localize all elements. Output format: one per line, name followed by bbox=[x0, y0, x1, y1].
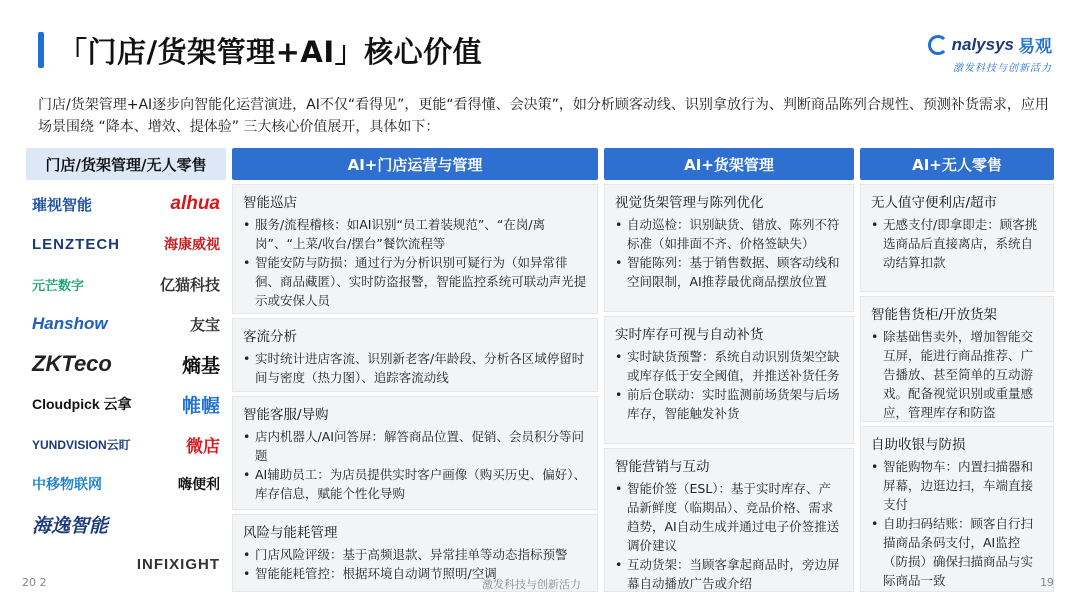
card-title: 客流分析 bbox=[243, 329, 297, 345]
card-bullet: • 智能能耗管控：根据环境自动调节照明/空调 bbox=[243, 564, 587, 583]
logo-ubox: 友宝 bbox=[189, 316, 220, 334]
logo-row bbox=[26, 304, 226, 344]
shelf-card-visual bbox=[604, 184, 854, 312]
card-bullet: • 前后仓联动：实时监测前场货架与后场库存，智能触发补货 bbox=[615, 385, 843, 423]
card-title: 无人值守便利店/超市 bbox=[871, 195, 998, 211]
logo-yuanmang: 元芒数字 bbox=[32, 277, 85, 293]
logo-weiwo: 帷幄 bbox=[181, 395, 220, 417]
card-title: 智能巡店 bbox=[243, 195, 297, 211]
card-title: 实时库存可视与自动补货 bbox=[615, 327, 764, 343]
card-bullet: • 实时统计进店客流、识别新老客/年龄段、分析各区域停留时间与密度（热力图）、追踪客流动线 bbox=[243, 349, 587, 387]
analysys-logo-icon bbox=[928, 35, 948, 55]
footer-date: 20 2 bbox=[22, 576, 47, 589]
shelf-card-marketing bbox=[604, 448, 854, 592]
brand-logo bbox=[928, 32, 1052, 74]
card-bullet: • 自助扫码结账：顾客自行扫描商品条码支付，AI监控（防损）确保扫描商品与实际商品一致 bbox=[871, 514, 1043, 590]
logo-iimoo: 亿猫科技 bbox=[159, 276, 220, 294]
logo-row bbox=[26, 264, 226, 304]
logo-row bbox=[26, 184, 226, 224]
brand-slogan: 激发科技与创新活力 bbox=[953, 63, 1052, 74]
page-title: 「门店/货架管理+AI」核心价值 bbox=[58, 35, 483, 69]
card-bullet: • 服务/流程稽核：如AI识别“员工着装规范”、“在岗/离岗”、“上菜/收台/摆台”餐饮流程等 bbox=[243, 215, 587, 253]
card-bullet: • 智能价签（ESL）：基于实时库存、产品新鲜度（临期品）、竞品价格、需求趋势，AI自动生成并通过电子价签推送调价建议 bbox=[615, 479, 843, 555]
column-header-unmanned: AI+无人零售 bbox=[860, 148, 1054, 180]
card-bullet: • 除基础售卖外，增加智能交互屏，能进行商品推荐、广告播放、甚至简单的互动游戏。配备视觉识别或重量感应，管理库存和防盗 bbox=[871, 327, 1043, 422]
card-bullet: • 互动货架：当顾客拿起商品时，旁边屏幕自动播放广告或介绍 bbox=[615, 555, 843, 592]
unmanned-card-checkout bbox=[860, 426, 1054, 592]
logo-haibianli: 嗨便利 bbox=[178, 476, 220, 492]
brand-name: nalysys bbox=[951, 34, 1014, 54]
page-number: 19 bbox=[1040, 576, 1054, 589]
store-card-smart-patrol bbox=[232, 184, 598, 314]
unmanned-card-store bbox=[860, 184, 1054, 292]
logo-china-mobile-iot: 中移物联网 bbox=[32, 476, 102, 492]
logo-weidian: 微店 bbox=[186, 436, 220, 456]
card-title: 智能售货柜/开放货架 bbox=[871, 307, 998, 323]
logo-hanshow: Hanshow bbox=[32, 314, 108, 333]
logo-row bbox=[26, 504, 226, 544]
card-title: 视觉货架管理与陈列优化 bbox=[615, 195, 764, 211]
intro-paragraph: 门店/货架管理+AI逐步向智能化运营演进，AI不仅“看得见”，更能“看得懂、会决策”，如分析顾客动线、识别拿放行为、判断商品陈列合规性、预测补货需求，应用场景围绕 “降本、增效、提体验” 三大核心价值展开，具体如下： bbox=[38, 97, 1049, 135]
card-bullet: • 门店风险评级：基于高频退款、异常挂单等动态指标预警 bbox=[243, 545, 587, 564]
card-bullet: • 店内机器人/AI问答屏：解答商品位置、促销、会员积分等问题 bbox=[243, 427, 587, 465]
card-bullet: • 智能购物车：内置扫描器和屏幕，边逛边扫，车端直接支付 bbox=[871, 457, 1043, 514]
logo-infixight: INFIXIGHT bbox=[136, 555, 220, 573]
card-bullet: • 智能陈列：基于销售数据、顾客动线和空间限制，AI推荐最优商品摆放位置 bbox=[615, 253, 843, 291]
logo-zkteco: ZKTeco bbox=[32, 351, 112, 376]
card-title: 风险与能耗管理 bbox=[243, 525, 338, 541]
title-accent-bar bbox=[38, 32, 44, 68]
store-card-guide bbox=[232, 396, 598, 510]
column-header-companies: 门店/货架管理/无人零售 bbox=[26, 148, 226, 180]
logo-row bbox=[26, 344, 226, 384]
brand-cn-name: 易观 bbox=[1018, 37, 1052, 57]
logo-cloudpick: Cloudpick 云拿 bbox=[32, 396, 132, 412]
card-bullet: • 自动巡检：识别缺货、错放、陈列不符标准（如排面不齐、价格签缺失） bbox=[615, 215, 843, 253]
logo-row bbox=[26, 544, 226, 584]
logo-lenztech: LENZTECH bbox=[32, 235, 120, 253]
card-bullet: • 实时缺货预警：系统自动识别货架空缺或库存低于安全阈值，并推送补货任务 bbox=[615, 347, 843, 385]
logo-yundvision: YUNDVISION云盯 bbox=[32, 437, 131, 452]
logo-row bbox=[26, 224, 226, 264]
card-bullet: • 智能安防与防损：通过行为分析识别可疑行为（如异常徘徊、商品藏匿）、实时防盗报警，智能监控系统可联动声光提示或安保人员 bbox=[243, 253, 587, 310]
card-bullet: • 无感支付/即拿即走：顾客挑选商品后直接离店，系统自动结算扣款 bbox=[871, 215, 1043, 272]
column-header-store: AI+门店运营与管理 bbox=[232, 148, 598, 180]
logo-dahua: alhua bbox=[170, 193, 220, 214]
logo-entropy: 熵基 bbox=[181, 355, 220, 377]
logo-row bbox=[26, 384, 226, 424]
logo-vision-intelligence: 璀视智能 bbox=[32, 196, 93, 214]
company-logos-panel bbox=[26, 184, 226, 594]
logo-haiyi: 海逸智能 bbox=[32, 515, 109, 537]
footer-slogan: 激发科技与创新活力 bbox=[482, 578, 581, 591]
shelf-card-inventory bbox=[604, 316, 854, 444]
logo-hikvision: 海康威视 bbox=[164, 236, 220, 252]
store-card-traffic bbox=[232, 318, 598, 392]
card-title: 智能营销与互动 bbox=[615, 459, 710, 475]
logo-row bbox=[26, 464, 226, 504]
card-bullet: • AI辅助员工：为店员提供实时客户画像（购买历史、偏好）、库存信息，赋能个性化导购 bbox=[243, 465, 587, 503]
card-title: 智能客服/导购 bbox=[243, 407, 329, 423]
unmanned-card-vending bbox=[860, 296, 1054, 422]
column-header-shelf: AI+货架管理 bbox=[604, 148, 854, 180]
card-title: 自助收银与防损 bbox=[871, 437, 966, 453]
logo-row bbox=[26, 424, 226, 464]
